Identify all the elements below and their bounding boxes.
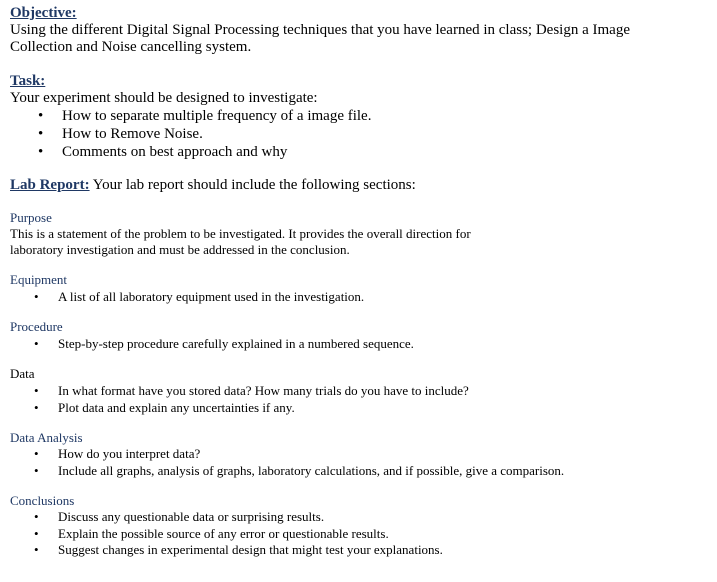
list-item: • Suggest changes in experimental design that might test your explanations. — [34, 542, 443, 557]
procedure-heading: Procedure — [10, 319, 63, 334]
list-item: • How do you interpret data? — [34, 446, 201, 461]
objective-line-2: Collection and Noise cancelling system. — [10, 39, 252, 55]
data-list — [10, 383, 469, 416]
conclusions-list — [10, 509, 443, 559]
list-item: • In what format have you stored data? How many trials do you have to include? — [34, 383, 469, 398]
purpose-line-1: This is a statement of the problem to be investigated. It provides the overall direction for — [10, 226, 471, 241]
purpose-heading: Purpose — [10, 210, 52, 225]
bullet-icon: • — [34, 336, 39, 351]
task-heading: Task: — [10, 73, 46, 89]
procedure-list — [10, 336, 414, 353]
bullet-icon: • — [38, 108, 44, 124]
bullet-icon: • — [34, 399, 39, 415]
bullet-icon: • — [34, 462, 39, 478]
list-item: • Include all graphs, analysis of graphs, laboratory calculations, and if possible, give a comparison. — [34, 462, 565, 478]
list-item: • How to separate multiple frequency of a image file. — [38, 108, 372, 124]
data-heading: Data — [10, 366, 35, 381]
list-item: • Comments on best approach and why — [38, 144, 288, 160]
lab-report-line — [10, 177, 416, 194]
bullet-icon: • — [34, 446, 39, 461]
bullet-icon: • — [38, 126, 44, 142]
equipment-list — [10, 289, 364, 306]
list-item: • Plot data and explain any uncertainties if any. — [34, 399, 295, 415]
lab-report-text: Your lab report should include the following sections: — [89, 177, 416, 193]
list-item: • How to Remove Noise. — [38, 126, 203, 142]
bullet-icon: • — [34, 383, 39, 398]
objective-heading: Objective: — [10, 5, 77, 21]
list-item: • A list of all laboratory equipment used in the investigation. — [34, 289, 365, 304]
data-analysis-heading: Data Analysis — [10, 430, 83, 445]
list-item: • Explain the possible source of any error or questionable results. — [34, 525, 389, 541]
purpose-line-2: laboratory investigation and must be addressed in the conclusion. — [10, 242, 350, 257]
bullet-icon: • — [34, 289, 39, 304]
bullet-icon: • — [38, 144, 44, 160]
list-item: • Step-by-step procedure carefully explained in a numbered sequence. — [34, 336, 414, 351]
bullet-icon: • — [34, 509, 39, 524]
task-list — [10, 107, 371, 161]
data-analysis-list — [10, 446, 564, 479]
list-item: • Discuss any questionable data or surprising results. — [34, 509, 325, 524]
conclusions-heading: Conclusions — [10, 493, 75, 508]
task-intro: Your experiment should be designed to investigate: — [10, 90, 318, 106]
objective-line-1: Using the different Digital Signal Processing techniques that you have learned in class; Design a Image — [10, 22, 630, 38]
equipment-heading: Equipment — [10, 272, 68, 287]
lab-report-heading: Lab Report: — [10, 177, 90, 193]
bullet-icon: • — [34, 542, 39, 557]
bullet-icon: • — [34, 525, 39, 541]
